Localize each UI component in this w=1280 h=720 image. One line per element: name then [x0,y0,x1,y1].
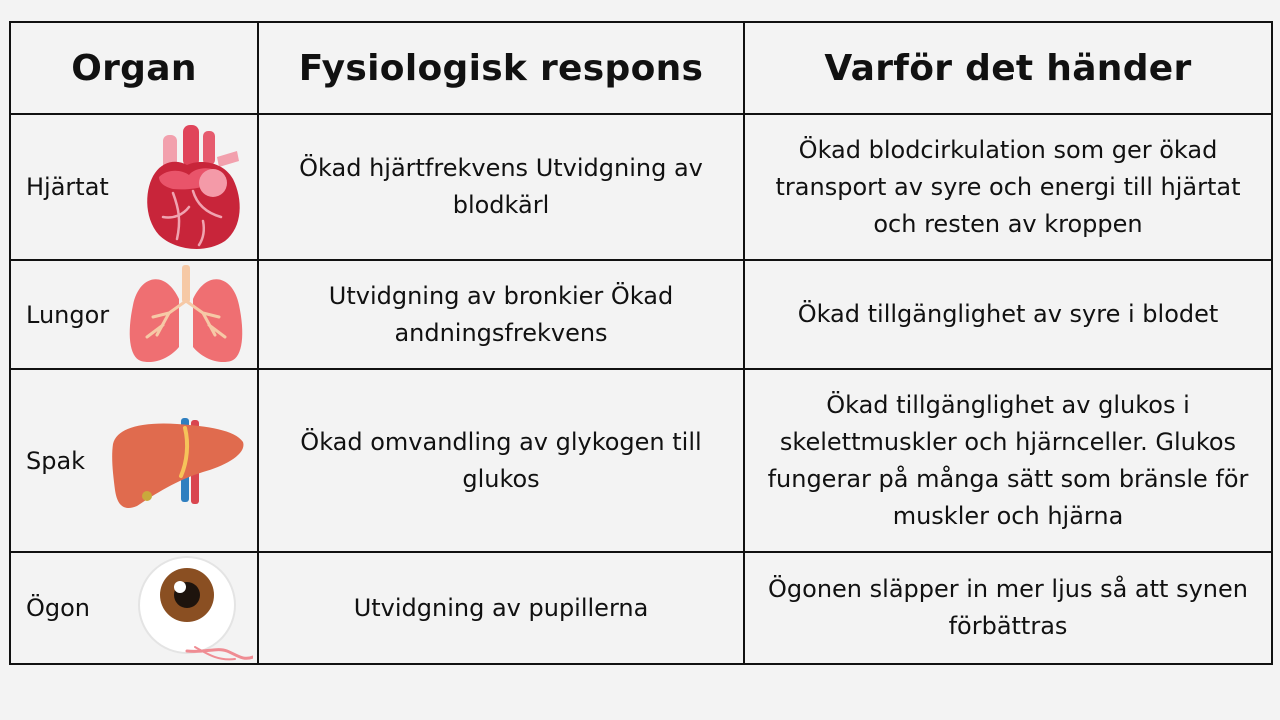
heart-icon [133,121,245,255]
organ-cell [10,552,258,664]
lungs-icon [125,265,247,365]
organ-cell [10,114,258,260]
response-cell: Utvidgning av pupillerna [258,552,744,664]
eye-icon [125,555,253,663]
organ-name: Lungor [26,300,110,329]
organ-name: Hjärtat [26,173,109,201]
reason-cell: Ökad tillgänglighet av glukos i skelettmuskler och hjärnceller. Glukos fungerar på många sätt som bränsle för muskler och hjärna [744,369,1272,552]
response-cell: Ökad hjärtfrekvens Utvidgning av blodkärl [258,114,744,260]
table-row [10,260,1272,369]
reason-cell: Ökad blodcirkulation som ger ökad transport av syre och energi till hjärtat och resten av kroppen [744,114,1272,260]
header-reason: Varför det händer [744,22,1272,114]
response-cell: Utvidgning av bronkier Ökad andningsfrekvens [258,260,744,369]
header-organ: Organ [10,22,258,114]
header-row [10,22,1272,114]
header-response: Fysiologisk respons [258,22,744,114]
table-row [10,552,1272,664]
liver-icon [107,414,247,514]
organ-cell [10,369,258,552]
reason-cell: Ögonen släpper in mer ljus så att synen förbättras [744,552,1272,664]
table-row [10,114,1272,260]
response-cell: Ökad omvandling av glykogen till glukos [258,369,744,552]
reason-cell: Ökad tillgänglighet av syre i blodet [744,260,1272,369]
organ-cell [10,260,258,369]
organ-response-table [9,21,1273,665]
organ-name: Ögon [26,594,91,622]
organ-name: Spak [26,446,86,475]
table-row [10,369,1272,552]
